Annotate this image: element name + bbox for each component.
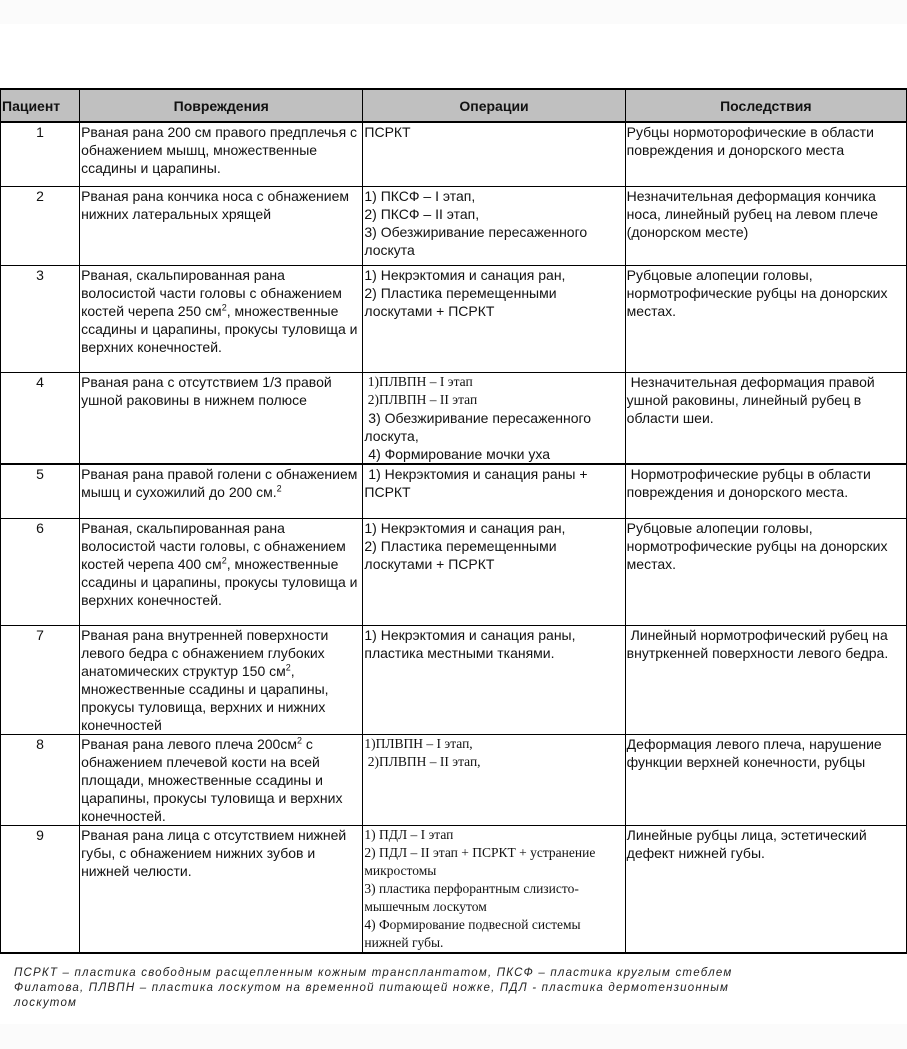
operation-item: 1) ПДЛ – I этап (364, 827, 454, 842)
operations-cell (363, 826, 625, 954)
operation-item: 1) Некрэктомия и санация ран, (364, 520, 566, 536)
header-injuries: Повреждения (80, 89, 363, 122)
operation-item: 2) ПКСФ – II этап, (364, 206, 480, 222)
operation-item: 2)ПЛВПН – II этап (364, 392, 478, 407)
operations-cell (363, 122, 625, 187)
injury-cell (80, 735, 363, 826)
injury-text: Рваная рана кончика носа с обнажением нижних латеральных хрящей (81, 188, 353, 222)
injury-cell (80, 122, 363, 187)
top-margin (0, 0, 907, 24)
injury-text: Рваная рана лица с отсутствием нижней губы, с обнажением нижних зубов и нижней челюсти. (81, 827, 351, 879)
superscript: 2 (221, 555, 227, 566)
injury-cell (80, 373, 363, 465)
operation-item: 1)ПЛВПН – I этап (364, 374, 473, 389)
table-header-row (1, 89, 907, 122)
operations-cell (363, 187, 625, 266)
operations-cell (363, 266, 625, 373)
operation-item: 1) Некрэктомия и санация раны, пластика местными тканями. (364, 627, 580, 661)
injury-cell (80, 464, 363, 519)
operations-cell (363, 519, 625, 626)
patients-table (0, 88, 907, 954)
bottom-margin (0, 1024, 907, 1049)
consequence-text: Рубцы нормоторофические в области повреждения и донорского места (626, 124, 878, 158)
operation-item: 2) ПДЛ – II этап + ПСРКТ + устранение микростомы (364, 845, 599, 878)
patient-number: 8 (1, 735, 80, 826)
patient-number: 3 (1, 266, 80, 373)
consequence-text: Рубцовые алопеции головы, нормотрофические рубцы на донорских местах. (626, 520, 892, 572)
operation-item: 4) Формирование подвесной системы нижней губы. (364, 917, 584, 950)
injury-text: Рваная рана левого плеча 200см (81, 736, 297, 752)
operation-item: 1) Некрэктомия и санация ран, (364, 267, 566, 283)
operations-cell (363, 735, 625, 826)
table-row (1, 373, 907, 465)
injury-cell (80, 826, 363, 954)
operation-item: 2) Пластика перемещенными лоскутами + ПСРКТ (364, 538, 561, 572)
patient-number: 7 (1, 626, 80, 735)
table-row (1, 266, 907, 373)
injury-text: Рваная рана правой голени с обнажением мышц и сухожилий до 200 см. (81, 466, 358, 500)
operation-item: 3) пластика перфорантным слизисто-мышечным лоскутом (364, 881, 579, 914)
header-consequences: Последствия (625, 89, 906, 122)
operation-item: 1)ПЛВПН – I этап, (364, 736, 473, 751)
patient-number: 5 (1, 464, 80, 519)
injury-text: Рваная, скальпированная рана волосистой части головы с обнажением костей черепа 250 см (81, 267, 342, 319)
operation-item: 1) ПКСФ – I этап, (364, 188, 476, 204)
injury-text-continued: , множественные ссадины и царапины, прокусы туловища, верхних и нижних конечностей (81, 663, 329, 733)
table-row (1, 826, 907, 954)
injury-text: Рваная рана 200 см правого предплечья с обнажением мышц, множественные ссадины и царапины. (81, 124, 361, 176)
consequence-text: Линейные рубцы лица, эстетический дефект нижней губы. (626, 827, 871, 861)
operations-cell (363, 373, 625, 465)
injury-text-continued: с обнажением плечевой кости на всей площади, множественные ссадины и царапины, прокусы туловища и верхних конечностей. (81, 736, 343, 824)
operation-item: 4) Формирование мочки уха (364, 446, 551, 462)
operation-item: 2) Пластика перемещенными лоскутами + ПСРКТ (364, 285, 561, 319)
consequence-text: Незначительная деформация правой ушной раковины, линейный рубец в области шеи. (626, 374, 879, 426)
table-row (1, 735, 907, 826)
operation-item: 3) Обезжиривание пересаженного лоскута, (364, 410, 595, 444)
injury-cell (80, 626, 363, 735)
consequence-text: Нормотрофические рубцы в области повреждения и донорского места. (626, 466, 875, 500)
injury-cell (80, 519, 363, 626)
operation-item: 1) Некрэктомия и санация раны + ПСРКТ (364, 466, 592, 500)
consequence-text: Линейный нормотрофический рубец на внутркенней поверхности левого бедра. (626, 627, 892, 661)
patient-number: 4 (1, 373, 80, 465)
injury-text: Рваная рана внутренней поверхности левого бедра с обнажением глубоких анатомических структур 150 см (81, 627, 329, 679)
operation-item: 3) Обезжиривание пересаженного лоскута (364, 224, 592, 258)
table-row (1, 519, 907, 626)
consequences-cell (625, 122, 906, 187)
table-row (1, 464, 907, 519)
superscript: 2 (276, 483, 282, 494)
consequences-cell (625, 519, 906, 626)
consequences-cell (625, 187, 906, 266)
injury-cell (80, 187, 363, 266)
operation-item: ПСРКТ (364, 124, 411, 140)
consequences-cell (625, 464, 906, 519)
patient-number: 9 (1, 826, 80, 954)
consequences-cell (625, 826, 906, 954)
superscript: 2 (221, 302, 227, 313)
patient-number: 1 (1, 122, 80, 187)
table-row (1, 187, 907, 266)
consequences-cell (625, 266, 906, 373)
superscript: 2 (296, 735, 302, 746)
operations-cell (363, 464, 625, 519)
consequence-text: Рубцовые алопеции головы, нормотрофические рубцы на донорских местах. (626, 267, 892, 319)
injury-text-continued: , множественные ссадины и царапины, прокусы туловища и верхних конечностей. (81, 556, 358, 608)
superscript: 2 (285, 662, 291, 673)
consequence-text: Деформация левого плеча, нарушение функции верхней конечности, рубцы (626, 736, 886, 770)
header-patient: Пациент (1, 89, 80, 122)
table-row (1, 122, 907, 187)
injury-text: Рваная, скальпированная рана волосистой части головы, с обнажением костей черепа 400 см (81, 520, 346, 572)
consequence-text: Незначительная деформация кончика носа, линейный рубец на левом плече (донорском месте) (626, 188, 882, 240)
operations-cell (363, 626, 625, 735)
abbreviations-footnote: ПСРКТ – пластика свободным расщепленным кожным трансплантатом, ПКСФ – пластика круглым стеблем Филатова, ПЛВПН – пластика лоскутом на временной питающей ножке, ПДЛ - пластика дермотензионным лоскутом (14, 967, 733, 1009)
consequences-cell (625, 626, 906, 735)
patient-number: 6 (1, 519, 80, 626)
injury-text-continued: , множественные ссадины и царапины, прокусы туловища и верхних конечностей. (81, 303, 358, 355)
injury-text: Рваная рана с отсутствием 1/3 правой ушной раковины в нижнем полюсе (81, 374, 336, 408)
operation-item: 2)ПЛВПН – II этап, (364, 754, 481, 769)
header-operations: Операции (363, 89, 625, 122)
injury-cell (80, 266, 363, 373)
consequences-cell (625, 735, 906, 826)
consequences-cell (625, 373, 906, 465)
table-row (1, 626, 907, 735)
patient-number: 2 (1, 187, 80, 266)
